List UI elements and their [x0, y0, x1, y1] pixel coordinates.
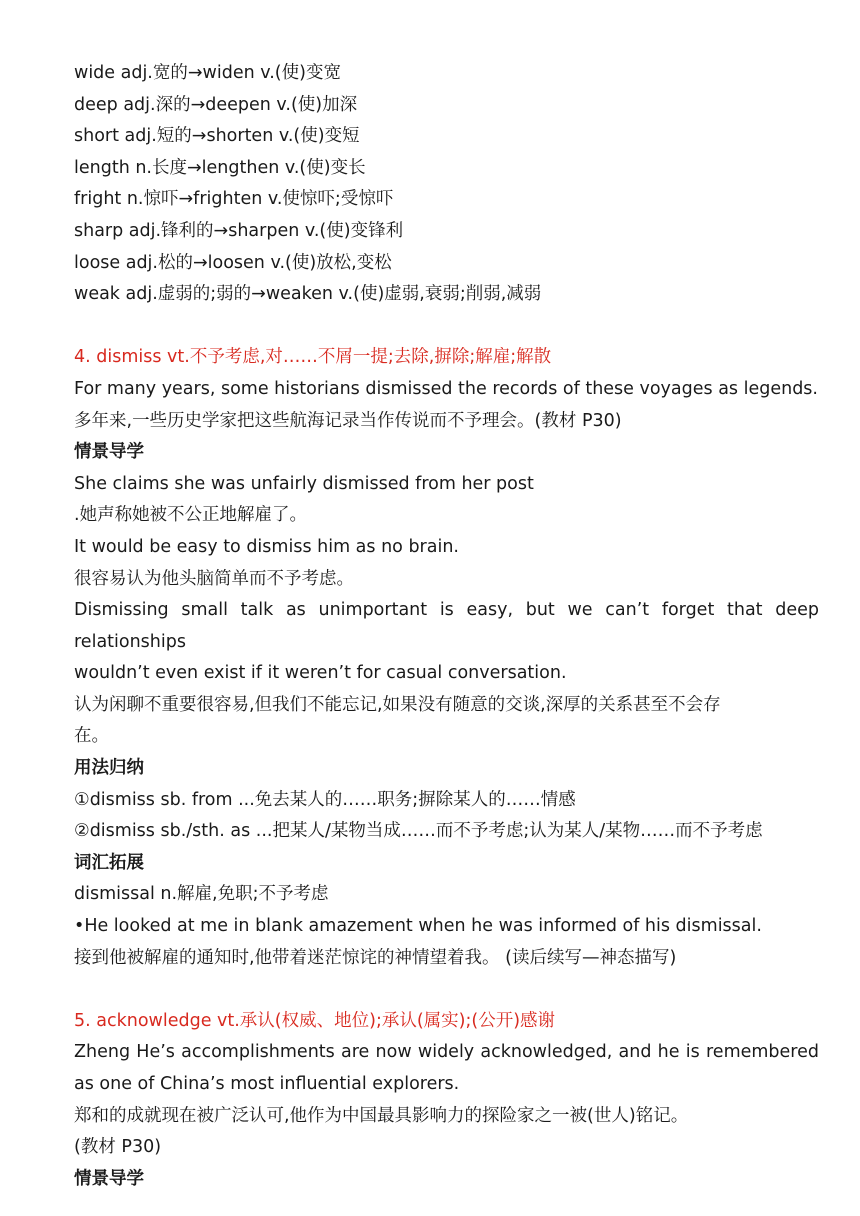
source-reference: (教材 P30) [74, 1137, 162, 1158]
entry-acknowledge [74, 1006, 819, 1196]
list-item: weak adj.虚弱的;弱的→weaken v.(使)虚弱,衰弱;削弱,减弱 [74, 284, 542, 305]
example-translation-cont: 在。 [74, 726, 109, 747]
entry-heading: 5. acknowledge vt.承认(权威、地位);承认(属实);(公开)感谢 [74, 1010, 556, 1031]
usage-item: ②dismiss sb./sth. as ...把某人/某物当成……而不予考虑;认为某人/某物……而不予考虑 [74, 821, 763, 842]
list-item: loose adj.松的→loosen v.(使)放松,变松 [74, 252, 392, 273]
example-sentence: She claims she was unfairly dismissed from her post [74, 473, 534, 494]
list-item: fright n.惊吓→frighten v.使惊吓;受惊吓 [74, 189, 394, 210]
word-formation-list [74, 58, 819, 311]
section-title: 词汇拓展 [74, 852, 144, 873]
example-sentence: Dismissing small talk as unimportant is easy, but we can’t forget that deep [74, 600, 819, 621]
list-item: length n.长度→lengthen v.(使)变长 [74, 157, 366, 178]
list-item: wide adj.宽的→widen v.(使)变宽 [74, 63, 341, 83]
example-sentence-cont: wouldn’t even exist if it weren’t for casual conversation. [74, 663, 567, 684]
example-sentence: Zheng He’s accomplishments are now widely acknowledged, and he is remembered [74, 1042, 819, 1063]
usage-item: ①dismiss sb. from ...免去某人的……职务;摒除某人的……情感 [74, 789, 576, 810]
list-item: short adj.短的→shorten v.(使)变短 [74, 126, 360, 147]
example-sentence-cont: relationships [74, 631, 186, 652]
example-translation: 郑和的成就现在被广泛认可,他作为中国最具影响力的探险家之一被(世人)铭记。 [74, 1105, 689, 1126]
example-translation: 多年来,一些历史学家把这些航海记录当作传说而不予理会。(教材 P30) [74, 410, 622, 431]
list-item: deep adj.深的→deepen v.(使)加深 [74, 94, 358, 115]
example-translation: 很容易认为他头脑简单而不予考虑。 [74, 568, 354, 589]
section-title: 情景导学 [74, 442, 144, 463]
example-translation: .她声称她被不公正地解雇了。 [74, 505, 308, 526]
example-sentence: It would be easy to dismiss him as no brain. [74, 536, 459, 557]
list-item: sharp adj.锋利的→sharpen v.(使)变锋利 [74, 220, 404, 241]
example-sentence: •He looked at me in blank amazement when he was informed of his dismissal. [74, 916, 762, 937]
example-translation: 接到他被解雇的通知时,他带着迷茫惊诧的神情望着我。 (读后续写—神态描写) [74, 947, 677, 968]
section-title: 用法归纳 [74, 758, 144, 779]
entry-dismiss [74, 342, 819, 974]
entry-heading: 4. dismiss vt.不予考虑,对……不屑一提;去除,摒除;解雇;解散 [74, 347, 552, 368]
vocab-item: dismissal n.解雇,免职;不予考虑 [74, 884, 329, 905]
example-sentence-cont: as one of China’s most influential explorers. [74, 1074, 460, 1094]
section-title: 情景导学 [74, 1168, 144, 1189]
example-translation: 认为闲聊不重要很容易,但我们不能忘记,如果没有随意的交谈,深厚的关系甚至不会存 [74, 694, 721, 715]
example-sentence: For many years, some historians dismissed the records of these voyages as legends. [74, 378, 818, 399]
